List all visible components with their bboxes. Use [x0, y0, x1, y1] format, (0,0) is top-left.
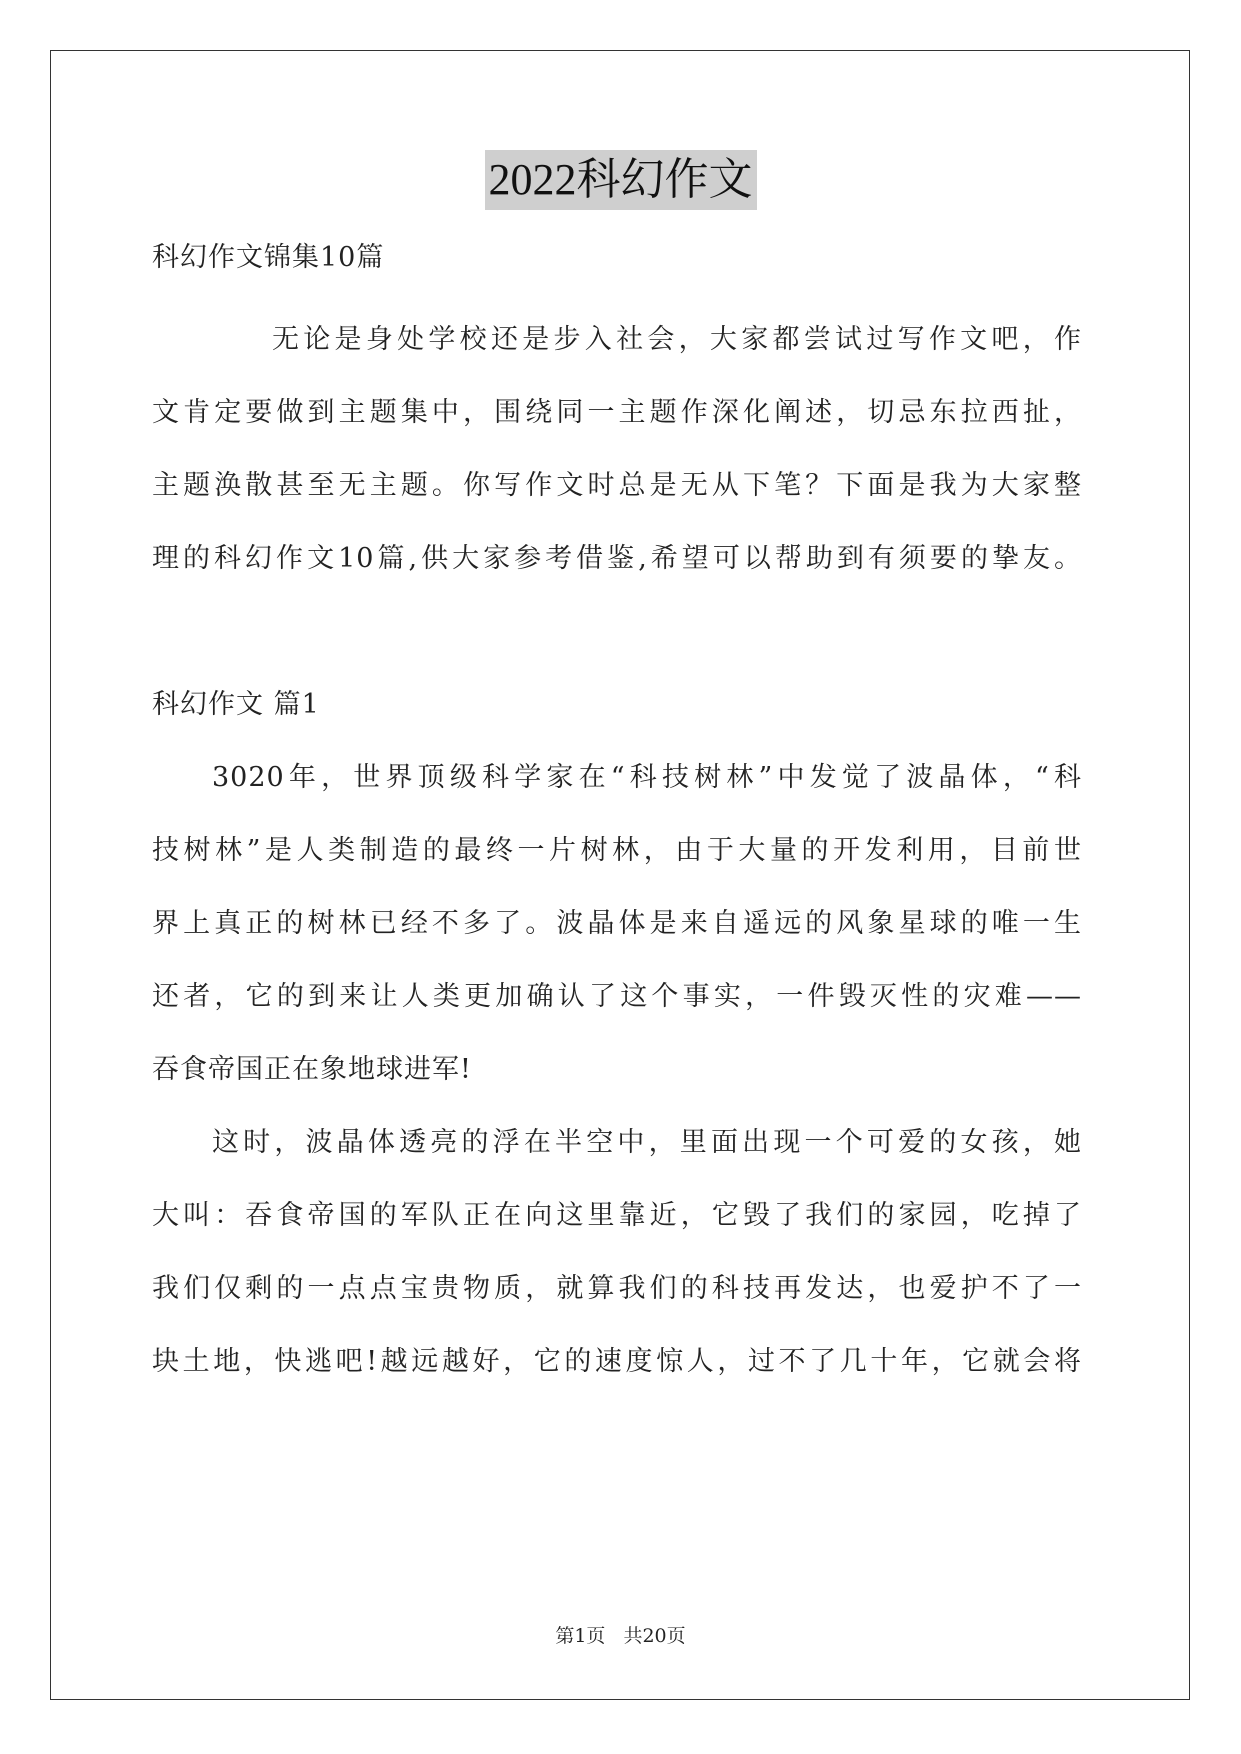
title-wrap [0, 150, 1241, 210]
paragraph-line: 这时，波晶体透亮的浮在半空中，里面出现一个可爱的女孩，她 [212, 1127, 1082, 1158]
page-number: 第1页 [555, 1625, 606, 1647]
paragraph-line: 3020年，世界顶级科学家在“科技树林”中发觉了波晶体，“科 [212, 762, 1082, 793]
paragraph-line: 块土地，快逃吧!越远越好，它的速度惊人，过不了几十年，它就会将 [152, 1346, 1082, 1377]
page-footer [0, 1622, 1241, 1650]
page-total: 共20页 [623, 1625, 686, 1647]
paragraph-line: 还者，它的到来让人类更加确认了这个事实，一件毁灭性的灾难—— [152, 981, 1082, 1012]
paragraph-line: 技树林”是人类制造的最终一片树林，由于大量的开发利用，目前世 [152, 835, 1082, 866]
page-border [50, 50, 1190, 1700]
paragraph-line: 大叫：吞食帝国的军队正在向这里靠近，它毁了我们的家园，吃掉了 [152, 1200, 1082, 1231]
intro-line: 主题涣散甚至无主题。你写作文时总是无从下笔？下面是我为大家整 [152, 470, 1082, 501]
intro-line: 无论是身处学校还是步入社会，大家都尝试过写作文吧，作 [272, 324, 1082, 355]
paragraph-line: 我们仅剩的一点点宝贵物质，就算我们的科技再发达，也爱护不了一 [152, 1273, 1082, 1304]
intro-line: 文肯定要做到主题集中，围绕同一主题作深化阐述，切忌东拉西扯， [152, 397, 1082, 428]
document-title: 2022科幻作文 [485, 150, 757, 210]
section-heading: 科幻作文 篇1 [152, 689, 320, 720]
intro-line: 理的科幻作文10篇,供大家参考借鉴,希望可以帮助到有须要的挚友。 [152, 543, 1082, 574]
paragraph-line: 界上真正的树林已经不多了。波晶体是来自遥远的风象星球的唯一生 [152, 908, 1082, 939]
subtitle: 科幻作文锦集10篇 [152, 242, 385, 273]
paragraph-line: 吞食帝国正在象地球进军! [152, 1054, 472, 1085]
